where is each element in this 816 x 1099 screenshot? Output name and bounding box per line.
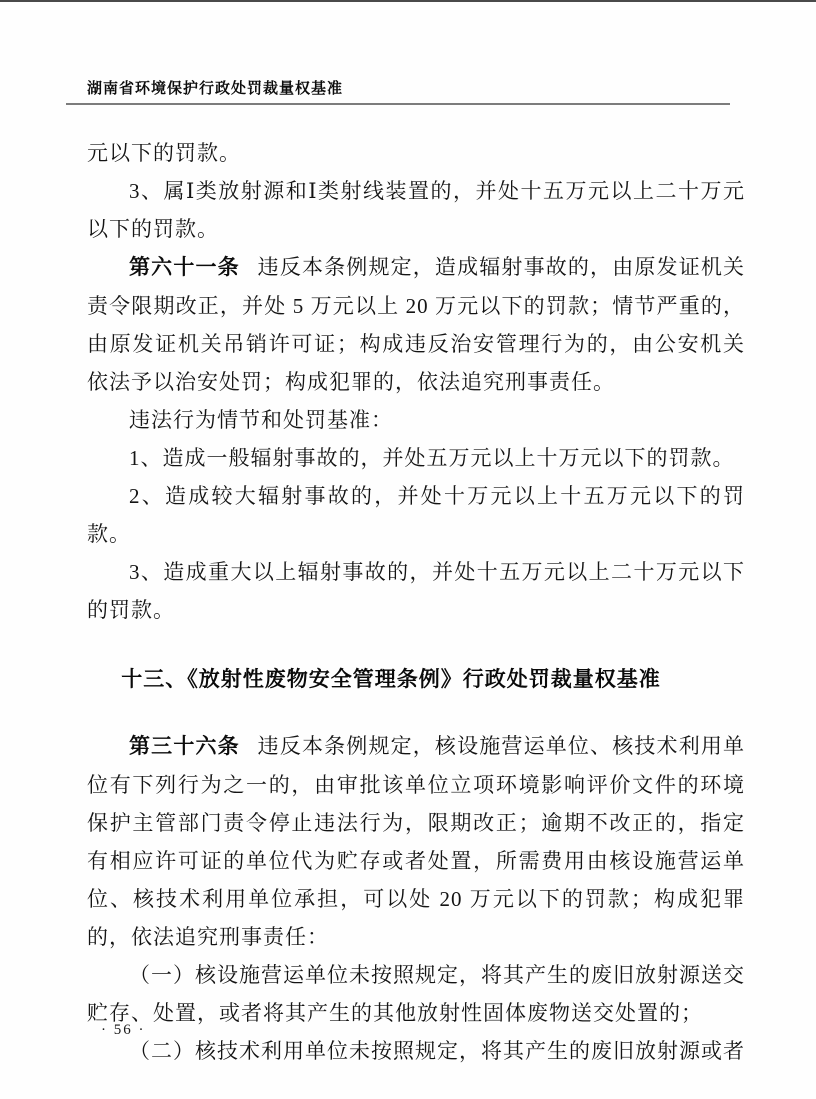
paragraph-item-1-general-accident: 1、造成一般辐射事故的，并处五万元以上十万元以下的罚款。 <box>129 446 735 470</box>
paragraph-item-3-severe-accident: 3、造成重大以上辐射事故的，并处十五万元以上二十万元以下的罚款。 <box>87 560 745 622</box>
paragraph-subitem-2: （二）核技术利用单位未按照规定，将其产生的废旧放射源或者 <box>129 1039 745 1063</box>
article-61-label: 第六十一条 <box>129 256 240 279</box>
header-divider <box>66 103 730 105</box>
paragraph-item-2-major-accident: 2、造成较大辐射事故的，并处十万元以上十五万元以下的罚款。 <box>87 484 745 546</box>
article-61-text: 违反本条例规定，造成辐射事故的，由原发证机关责令限期改正，并处 5 万元以上 20 万元以下的罚款；情节严重的，由原发证机关吊销许可证；构成违反治安管理行为的，由公安机关依法予以治安处罚；构成犯罪的，依法追究刑事责任。 <box>87 255 746 394</box>
document-body <box>87 134 745 1070</box>
running-header-title: 湖南省环境保护行政处罚裁量权基准 <box>87 80 344 97</box>
article-36-label: 第三十六条 <box>129 735 240 758</box>
scan-edge <box>0 0 816 2</box>
paragraph-item-3-class1: 3、属Ⅰ类放射源和Ⅰ类射线装置的，并处十五万元以上二十万元以下的罚款。 <box>87 179 745 241</box>
paragraph-article-61 <box>87 248 745 401</box>
paragraph-penalty-basis-intro: 违法行为情节和处罚基准： <box>129 408 393 432</box>
article-36-text: 违反本条例规定，核设施营运单位、核技术利用单位有下列行为之一的，由审批该单位立项环境影响评价文件的环境保护主管部门责令停止违法行为，限期改正；逾期不改正的，指定有相应许可证的单位代为贮存或者处置，所需费用由核设施营运单位、核技术利用单位承担，可以处 20 万元以下的罚款；构成犯罪的，依法追究刑事责任： <box>87 734 746 949</box>
page-number: · 56 · <box>101 1022 146 1038</box>
section-heading-13: 十三、《放射性废物安全管理条例》行政处罚裁量权基准 <box>121 668 661 691</box>
paragraph-article-36 <box>87 727 745 956</box>
paragraph-continuation: 元以下的罚款。 <box>87 141 241 165</box>
paragraph-subitem-1: （一）核设施营运单位未按照规定，将其产生的废旧放射源送交贮存、处置，或者将其产生的其他放射性固体废物送交处置的； <box>87 963 745 1025</box>
